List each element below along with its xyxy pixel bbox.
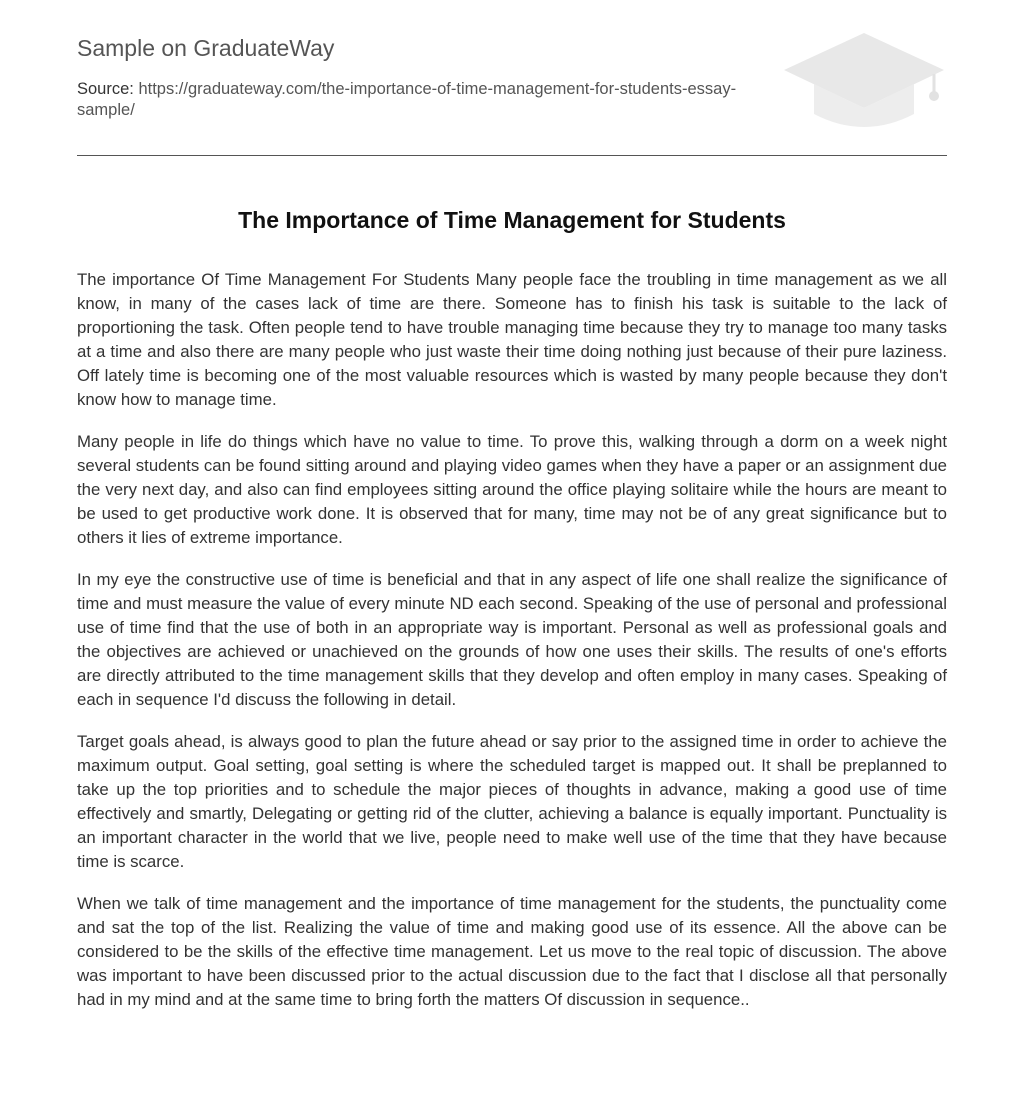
paragraph: The importance Of Time Management For Students Many people face the troubling in time management as we all know, in many of the cases lack of time are there. Someone has to finish his task is suitable to the lack of proportioning the task. Often people tend to have trouble managing time because they try to manage too many tasks at a time and also there are many people who just waste their time doing nothing just because of their pure laziness. Off lately time is becoming one of the most valuable resources which is wasted by many people because they don't know how to manage time. [77, 270, 947, 409]
paragraph: Many people in life do things which have no value to time. To prove this, walking through a dorm on a week night several students can be found sitting around and playing video games when they have a paper or an assignment due the very next day, and also can find employees sitting around the office playing solitaire while the hours are meant to be used to get productive work done. It is observed that for many, time may not be of any great significance but to others it lies of extreme importance. [77, 432, 947, 547]
paragraph: When we talk of time management and the importance of time management for the students, the punctuality come and sat the top of the list. Realizing the value of time and making good use of its essence. All the above can be considered to be the skills of the effective time management. Let us move to the real topic of discussion. The above was important to have been discussed prior to the actual discussion due to the fact that I disclose all that personally had in my mind and at the same time to bring forth the matters Of discussion in sequence.. [77, 894, 947, 1009]
article-body [77, 268, 947, 1030]
paragraph: In my eye the constructive use of time is beneficial and that in any aspect of life one shall realize the significance of time and must measure the value of every minute ND each second. Speaking of the use of personal and professional use of time find that the use of both in an appropriate way is important. Personal as well as professional goals and the objectives are achieved or unachieved on the grounds of how one uses their skills. The results of one's efforts are directly attributed to the time management skills that they develop and often employ in many cases. Speaking of each in sequence I'd discuss the following in detail. [77, 570, 947, 709]
source-line [77, 79, 767, 121]
graduation-cap-icon [781, 30, 947, 134]
brand-title: Sample on GraduateWay [77, 35, 335, 61]
header [77, 0, 947, 156]
paragraph: Target goals ahead, is always good to plan the future ahead or say prior to the assigned time in order to achieve the maximum output. Goal setting, goal setting is where the scheduled target is mapped out. It shall be preplanned to take up the top priorities and to schedule the major pieces of thoughts in advance, making a good use of time effectively and smartly, Delegating or getting rid of the clutter, achieving a balance is equally important. Punctuality is an important character in the world that we live, people need to make well use of the time that they have because time is scarce. [77, 732, 947, 871]
page [77, 0, 947, 1009]
source-label: Source: [77, 80, 139, 98]
source-link[interactable]: https://graduateway.com/the-importance-of-time-management-for-students-essay-sample/ [77, 80, 737, 119]
article-title: The Importance of Time Management for Students [238, 207, 786, 233]
